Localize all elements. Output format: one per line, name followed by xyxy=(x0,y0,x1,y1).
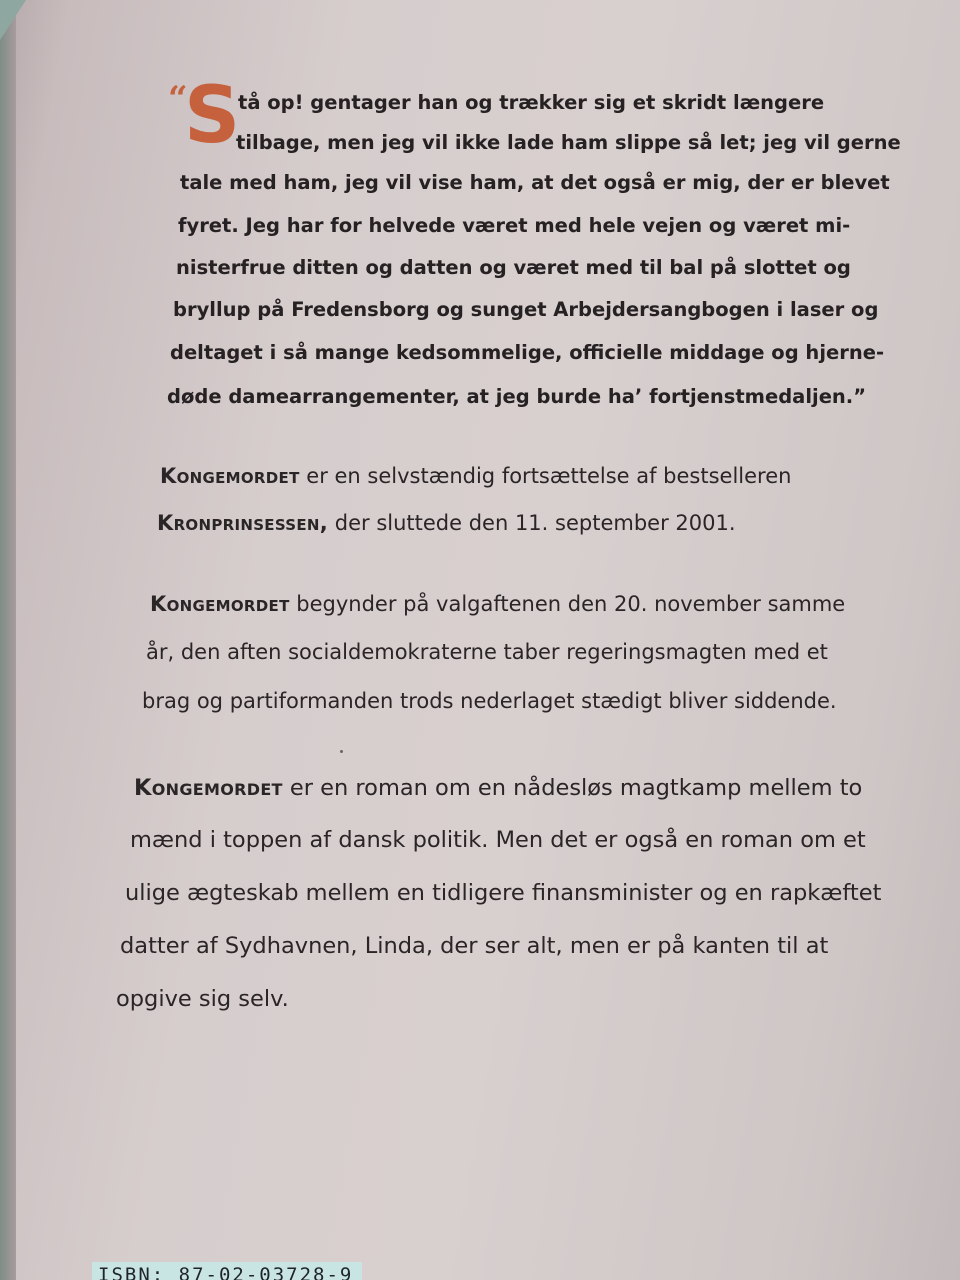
paragraph-line: ulige ægteskab mellem en tidligere finansminister og en rapkæftet xyxy=(125,880,882,906)
quote-line: tale med ham, jeg vil vise ham, at det også er mig, der er blevet xyxy=(180,171,890,194)
drop-cap-letter: S xyxy=(184,71,241,161)
paragraph-line: år, den aften socialdemokraterne taber regeringsmagten med et xyxy=(146,640,828,664)
book-title: Kongemordet xyxy=(150,592,290,616)
book-title: Kronprinsessen, xyxy=(157,511,329,535)
quote-line: nisterfrue ditten og datten og været med til bal på slottet og xyxy=(176,256,851,279)
paragraph-line: Kongemordet er en selvstændig fortsættelse af bestselleren xyxy=(160,464,792,488)
book-title: Kongemordet xyxy=(160,464,300,488)
quote-open-mark: “ xyxy=(168,79,188,119)
quote-line: tå op! gentager han og trækker sig et skridt længere xyxy=(238,91,825,114)
isbn-label: ISBN: 87-02-03728-9 xyxy=(92,1262,362,1280)
book-title: Kongemordet xyxy=(134,775,283,801)
paragraph-line: datter af Sydhavnen, Linda, der ser alt, men er på kanten til at xyxy=(120,933,829,959)
paragraph-line: opgive sig selv. xyxy=(116,986,289,1012)
quote-line: døde damearrangementer, at jeg burde ha’ fortjenstmedaljen.” xyxy=(167,385,867,408)
paragraph-line: Kongemordet begynder på valgaftenen den 20. november samme xyxy=(150,592,846,616)
quote-line: fyret. Jeg har for helvede været med hele vejen og været mi- xyxy=(178,214,851,237)
quote-line: deltaget i så mange kedsommelige, officielle middage og hjerne- xyxy=(170,341,885,364)
quote-line: bryllup på Fredensborg og sunget Arbejdersangbogen i laser og xyxy=(173,298,879,321)
page-edge-shadow xyxy=(0,0,16,1280)
quote-line: tilbage, men jeg vil ikke lade ham slippe så let; jeg vil gerne xyxy=(236,131,901,154)
paragraph-line: Kronprinsessen, der sluttede den 11. september 2001. xyxy=(157,511,736,535)
paragraph-line: mænd i toppen af dansk politik. Men det er også en roman om et xyxy=(130,827,866,853)
paragraph-line: brag og partiformanden trods nederlaget stædigt bliver siddende. xyxy=(142,689,837,713)
stray-dot xyxy=(340,750,343,753)
paragraph-line: Kongemordet er en roman om en nådesløs magtkamp mellem to xyxy=(134,775,863,801)
